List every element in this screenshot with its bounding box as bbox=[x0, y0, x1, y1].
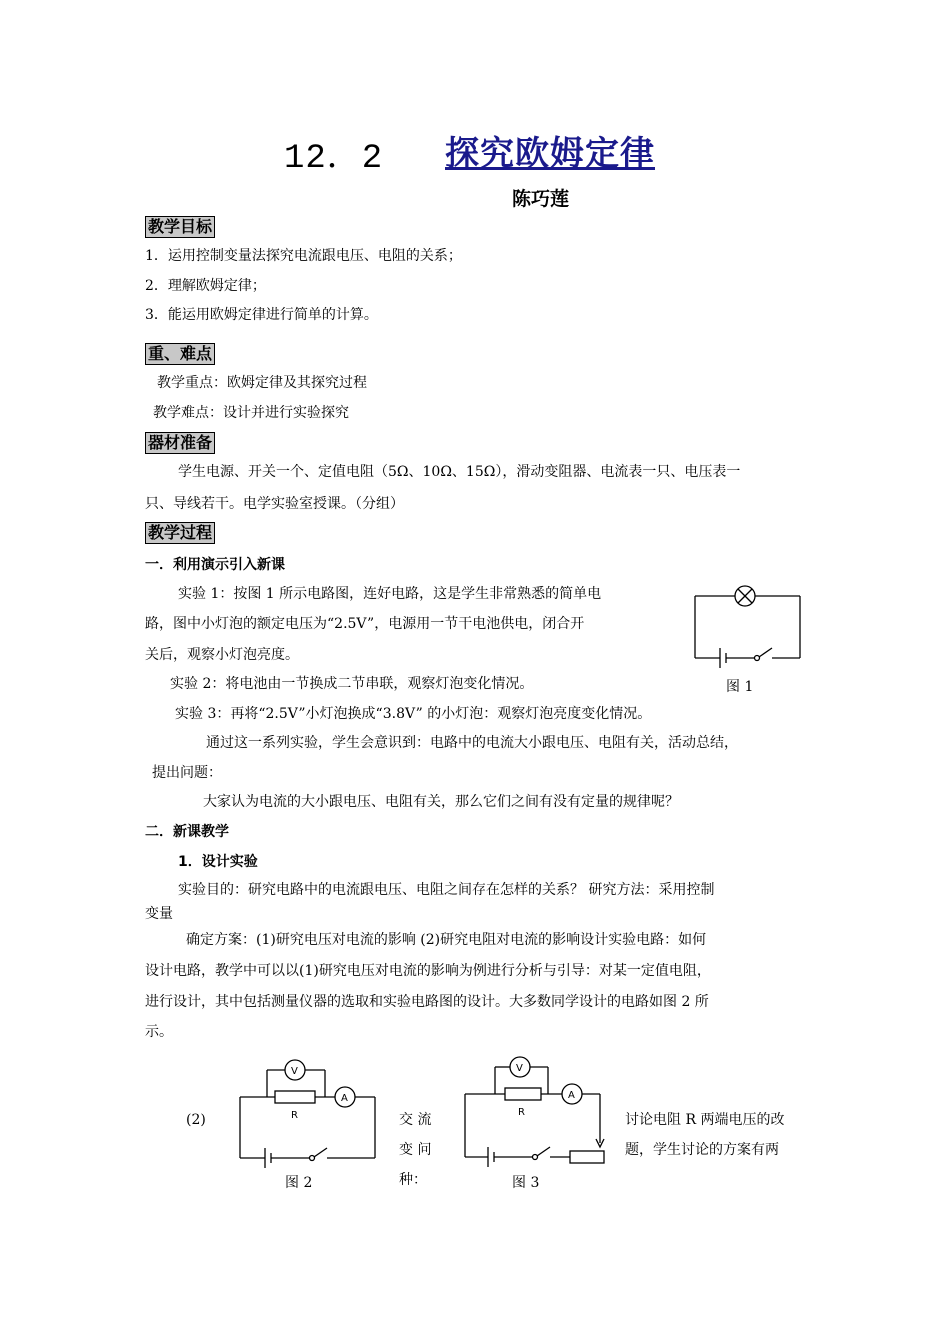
exp1-text: 路，图中小灯泡的额定电压为“2.5V”，电源用一节干电池供电，闭合开 bbox=[145, 616, 585, 632]
exp3-text: 实验 3：再将“2.5V”小灯泡换成“3.8V” 的小灯泡：观察灯泡亮度变化情况。 bbox=[175, 706, 652, 722]
plan-text: 进行设计，其中包括测量仪器的选取和实验电路图的设计。大多数同学设计的电路如图 2 所 bbox=[145, 994, 709, 1010]
page-title[interactable]: 探究欧姆定律 bbox=[445, 134, 655, 174]
part2-title: 二．新课教学 bbox=[145, 824, 229, 840]
goal-item: 2．理解欧姆定律； bbox=[145, 278, 266, 294]
right-text: 题，学生讨论的方案有两 bbox=[625, 1142, 779, 1158]
summary-text: 提出问题： bbox=[152, 765, 222, 781]
heading-goals: 教学目标 bbox=[145, 216, 215, 238]
materials-line: 学生电源、开关一个、定值电阻（5Ω、10Ω、15Ω），滑动变阻器、电流表一只、电压表一 bbox=[178, 464, 741, 480]
part1-title: 一．利用演示引入新课 bbox=[145, 557, 285, 573]
exp1-text: 实验 1：按图 1 所示电路图，连好电路，这是学生非常熟悉的简单电 bbox=[178, 586, 602, 602]
middle-text: 变 问 bbox=[399, 1142, 432, 1158]
purpose-text: 实验目的：研究电路中的电流跟电压、电阻之间存在怎样的关系？ 研究方法：采用控制 bbox=[178, 882, 715, 898]
figure-2-circuit bbox=[235, 1055, 385, 1167]
focus-text: 教学重点：欧姆定律及其探究过程 bbox=[157, 375, 367, 391]
heading-key-points: 重、难点 bbox=[145, 343, 215, 365]
right-text: 讨论电阻 R 两端电压的改 bbox=[625, 1112, 785, 1128]
heading-materials: 器材准备 bbox=[145, 432, 215, 454]
figure-3-caption: 图 3 bbox=[512, 1175, 540, 1191]
resistor-symbol bbox=[275, 1091, 315, 1103]
purpose-text: 变量 bbox=[145, 906, 173, 922]
plan-text: 确定方案：(1)研究电压对电流的影响 (2)研究电阻对电流的影响设计实验电路：如何 bbox=[186, 932, 707, 948]
resistor-label: R bbox=[291, 1110, 298, 1121]
heading-process: 教学过程 bbox=[145, 522, 215, 544]
goal-item: 3．能运用欧姆定律进行简单的计算。 bbox=[145, 307, 378, 323]
middle-text: 种： bbox=[399, 1172, 427, 1188]
figure-1-caption: 图 1 bbox=[726, 679, 754, 695]
svg-text:V: V bbox=[516, 1063, 523, 1074]
middle-text: 交 流 bbox=[399, 1112, 432, 1128]
exp1-text: 关后，观察小灯泡亮度。 bbox=[145, 647, 299, 663]
ammeter-label: A bbox=[341, 1093, 348, 1104]
plan-text: 示。 bbox=[145, 1024, 173, 1040]
svg-text:R: R bbox=[518, 1107, 525, 1118]
item-number: (2) bbox=[186, 1112, 206, 1128]
materials-line: 只、导线若干。电学实验室授课。（分组） bbox=[145, 496, 404, 512]
plan-text: 设计电路，教学中可以以(1)研究电压对电流的影响为例进行分析与引导：对某一定值电阻， bbox=[145, 963, 711, 979]
figure-2-caption: 图 2 bbox=[285, 1175, 313, 1191]
rheostat-symbol bbox=[570, 1151, 604, 1163]
goal-item: 1．运用控制变量法探究电流跟电压、电阻的关系； bbox=[145, 248, 462, 264]
author-name: 陈巧莲 bbox=[512, 188, 570, 210]
figure-3-circuit bbox=[460, 1055, 610, 1167]
voltmeter-label: V bbox=[291, 1066, 298, 1077]
switch-pivot bbox=[755, 656, 760, 661]
section-number: 12．2 bbox=[284, 140, 384, 178]
difficulty-text: 教学难点：设计并进行实验探究 bbox=[153, 405, 349, 421]
design-subtitle: 1．设计实验 bbox=[178, 854, 258, 870]
switch-lever bbox=[759, 648, 772, 657]
exp2-text: 实验 2：将电池由一节换成二节串联，观察灯泡变化情况。 bbox=[170, 676, 534, 692]
svg-text:A: A bbox=[568, 1090, 575, 1101]
figure-1-circuit bbox=[690, 584, 810, 664]
summary-text: 通过这一系列实验，学生会意识到：电路中的电流大小跟电压、电阻有关，活动总结， bbox=[206, 735, 738, 751]
question-text: 大家认为电流的大小跟电压、电阻有关，那么它们之间有没有定量的规律呢？ bbox=[203, 794, 679, 810]
